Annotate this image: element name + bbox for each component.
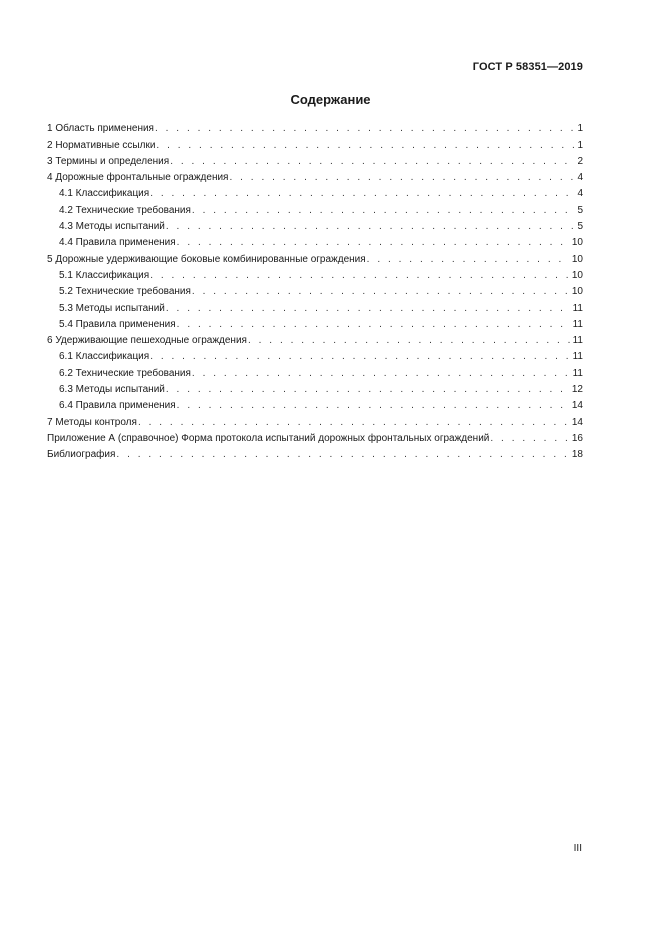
dot-leader [192,205,575,217]
toc-entry-page: 4 [577,188,583,200]
toc-entry[interactable] [47,135,583,151]
toc-entry-label: 6.2 Технические требования [59,367,191,379]
toc-entry-page: 10 [571,269,583,281]
toc-subentry[interactable] [47,266,583,282]
toc-entry-label: 5.4 Правила применения [59,318,176,330]
toc-subentry[interactable] [47,363,583,379]
toc-entry-label: 4.4 Правила применения [59,237,176,249]
toc-entry-label: 1 Область применения [47,123,154,135]
toc-entry-label: 6.1 Классификация [59,351,150,363]
dot-leader [229,172,574,184]
dot-leader [116,449,568,461]
toc-subentry[interactable] [47,396,583,412]
dot-leader [166,384,569,396]
toc-entry-label: 5.2 Технические требования [59,286,191,298]
toc-entry-page: 14 [571,400,583,412]
dot-leader [166,221,575,233]
toc-entry-page: 11 [572,335,583,347]
toc-subentry[interactable] [47,282,583,298]
toc-entry-label: 5.3 Методы испытаний [59,302,165,314]
toc-entry-label: 4.2 Технические требования [59,204,191,216]
toc-entry-page: 11 [572,351,583,363]
toc-entry-page: 11 [572,318,583,330]
toc-subentry[interactable] [47,380,583,396]
dot-leader [192,368,570,380]
toc-entry-label: 6.4 Правила применения [59,400,176,412]
toc-entry-label: Библиография [47,449,116,461]
dot-leader [248,335,570,347]
toc-entry-label: 7 Методы контроля [47,416,137,428]
toc-entry-page: 16 [571,432,583,444]
toc-subentry[interactable] [47,233,583,249]
toc-entry[interactable] [47,168,583,184]
toc-title: Содержание [290,92,371,107]
toc-entry-label: 4.1 Классификация [59,188,150,200]
toc-entry-page: 1 [577,139,583,151]
document-code: ГОСТ Р 58351—2019 [472,61,583,73]
dot-leader [155,123,574,135]
toc-subentry[interactable] [47,184,583,200]
dot-leader [150,188,574,200]
toc-entry-page: 11 [572,367,583,379]
dot-leader [150,351,569,363]
toc-entry-page: 10 [571,237,583,249]
toc-entry-page: 10 [571,253,583,265]
toc-entry[interactable] [47,331,583,347]
dot-leader [177,400,569,412]
toc-entry-label: 4 Дорожные фронтальные ограждения [47,172,229,184]
dot-leader [150,270,569,282]
dot-leader [177,237,569,249]
toc-entry-label: Приложение А (справочное) Форма протокола испытаний дорожных фронтальных ограждений [47,432,490,444]
toc-subentry[interactable] [47,200,583,216]
toc-entry-page: 11 [572,302,583,314]
dot-leader [156,140,574,152]
toc-entry[interactable] [47,412,583,428]
toc-entry-page: 10 [571,286,583,298]
toc-entry-label: 6 Удерживающие пешеходные ограждения [47,335,247,347]
toc-subentry[interactable] [47,298,583,314]
dot-leader [192,286,569,298]
toc-entry-page: 12 [571,384,583,396]
toc-entry-label: 3 Термины и определения [47,155,170,167]
page-number: III [573,843,582,854]
toc-entry-label: 5.1 Классификация [59,269,150,281]
dot-leader [177,319,570,331]
toc-entry[interactable] [47,152,583,168]
dot-leader [166,303,570,315]
toc-entry-page: 2 [577,155,583,167]
toc-entry-label: 4.3 Методы испытаний [59,221,165,233]
dot-leader [138,417,569,429]
toc-entry-page: 1 [577,123,583,135]
toc-subentry[interactable] [47,347,583,363]
toc-subentry[interactable] [47,217,583,233]
toc-entry-appendix[interactable] [47,429,583,445]
toc-entry-label: 2 Нормативные ссылки [47,139,156,151]
toc-entry-page: 5 [577,204,583,216]
toc-entry[interactable] [47,249,583,265]
dot-leader [490,433,569,445]
table-of-contents [47,119,583,461]
toc-entry-page: 14 [571,416,583,428]
toc-subentry[interactable] [47,315,583,331]
toc-entry-page: 4 [577,172,583,184]
toc-entry-page: 18 [571,449,583,461]
toc-entry-page: 5 [577,221,583,233]
dot-leader [170,156,574,168]
toc-entry-bibliography[interactable] [47,445,583,461]
toc-entry-label: 5 Дорожные удерживающие боковые комбинированные ограждения [47,253,366,265]
toc-entry[interactable] [47,119,583,135]
dot-leader [367,254,569,266]
toc-entry-label: 6.3 Методы испытаний [59,384,165,396]
